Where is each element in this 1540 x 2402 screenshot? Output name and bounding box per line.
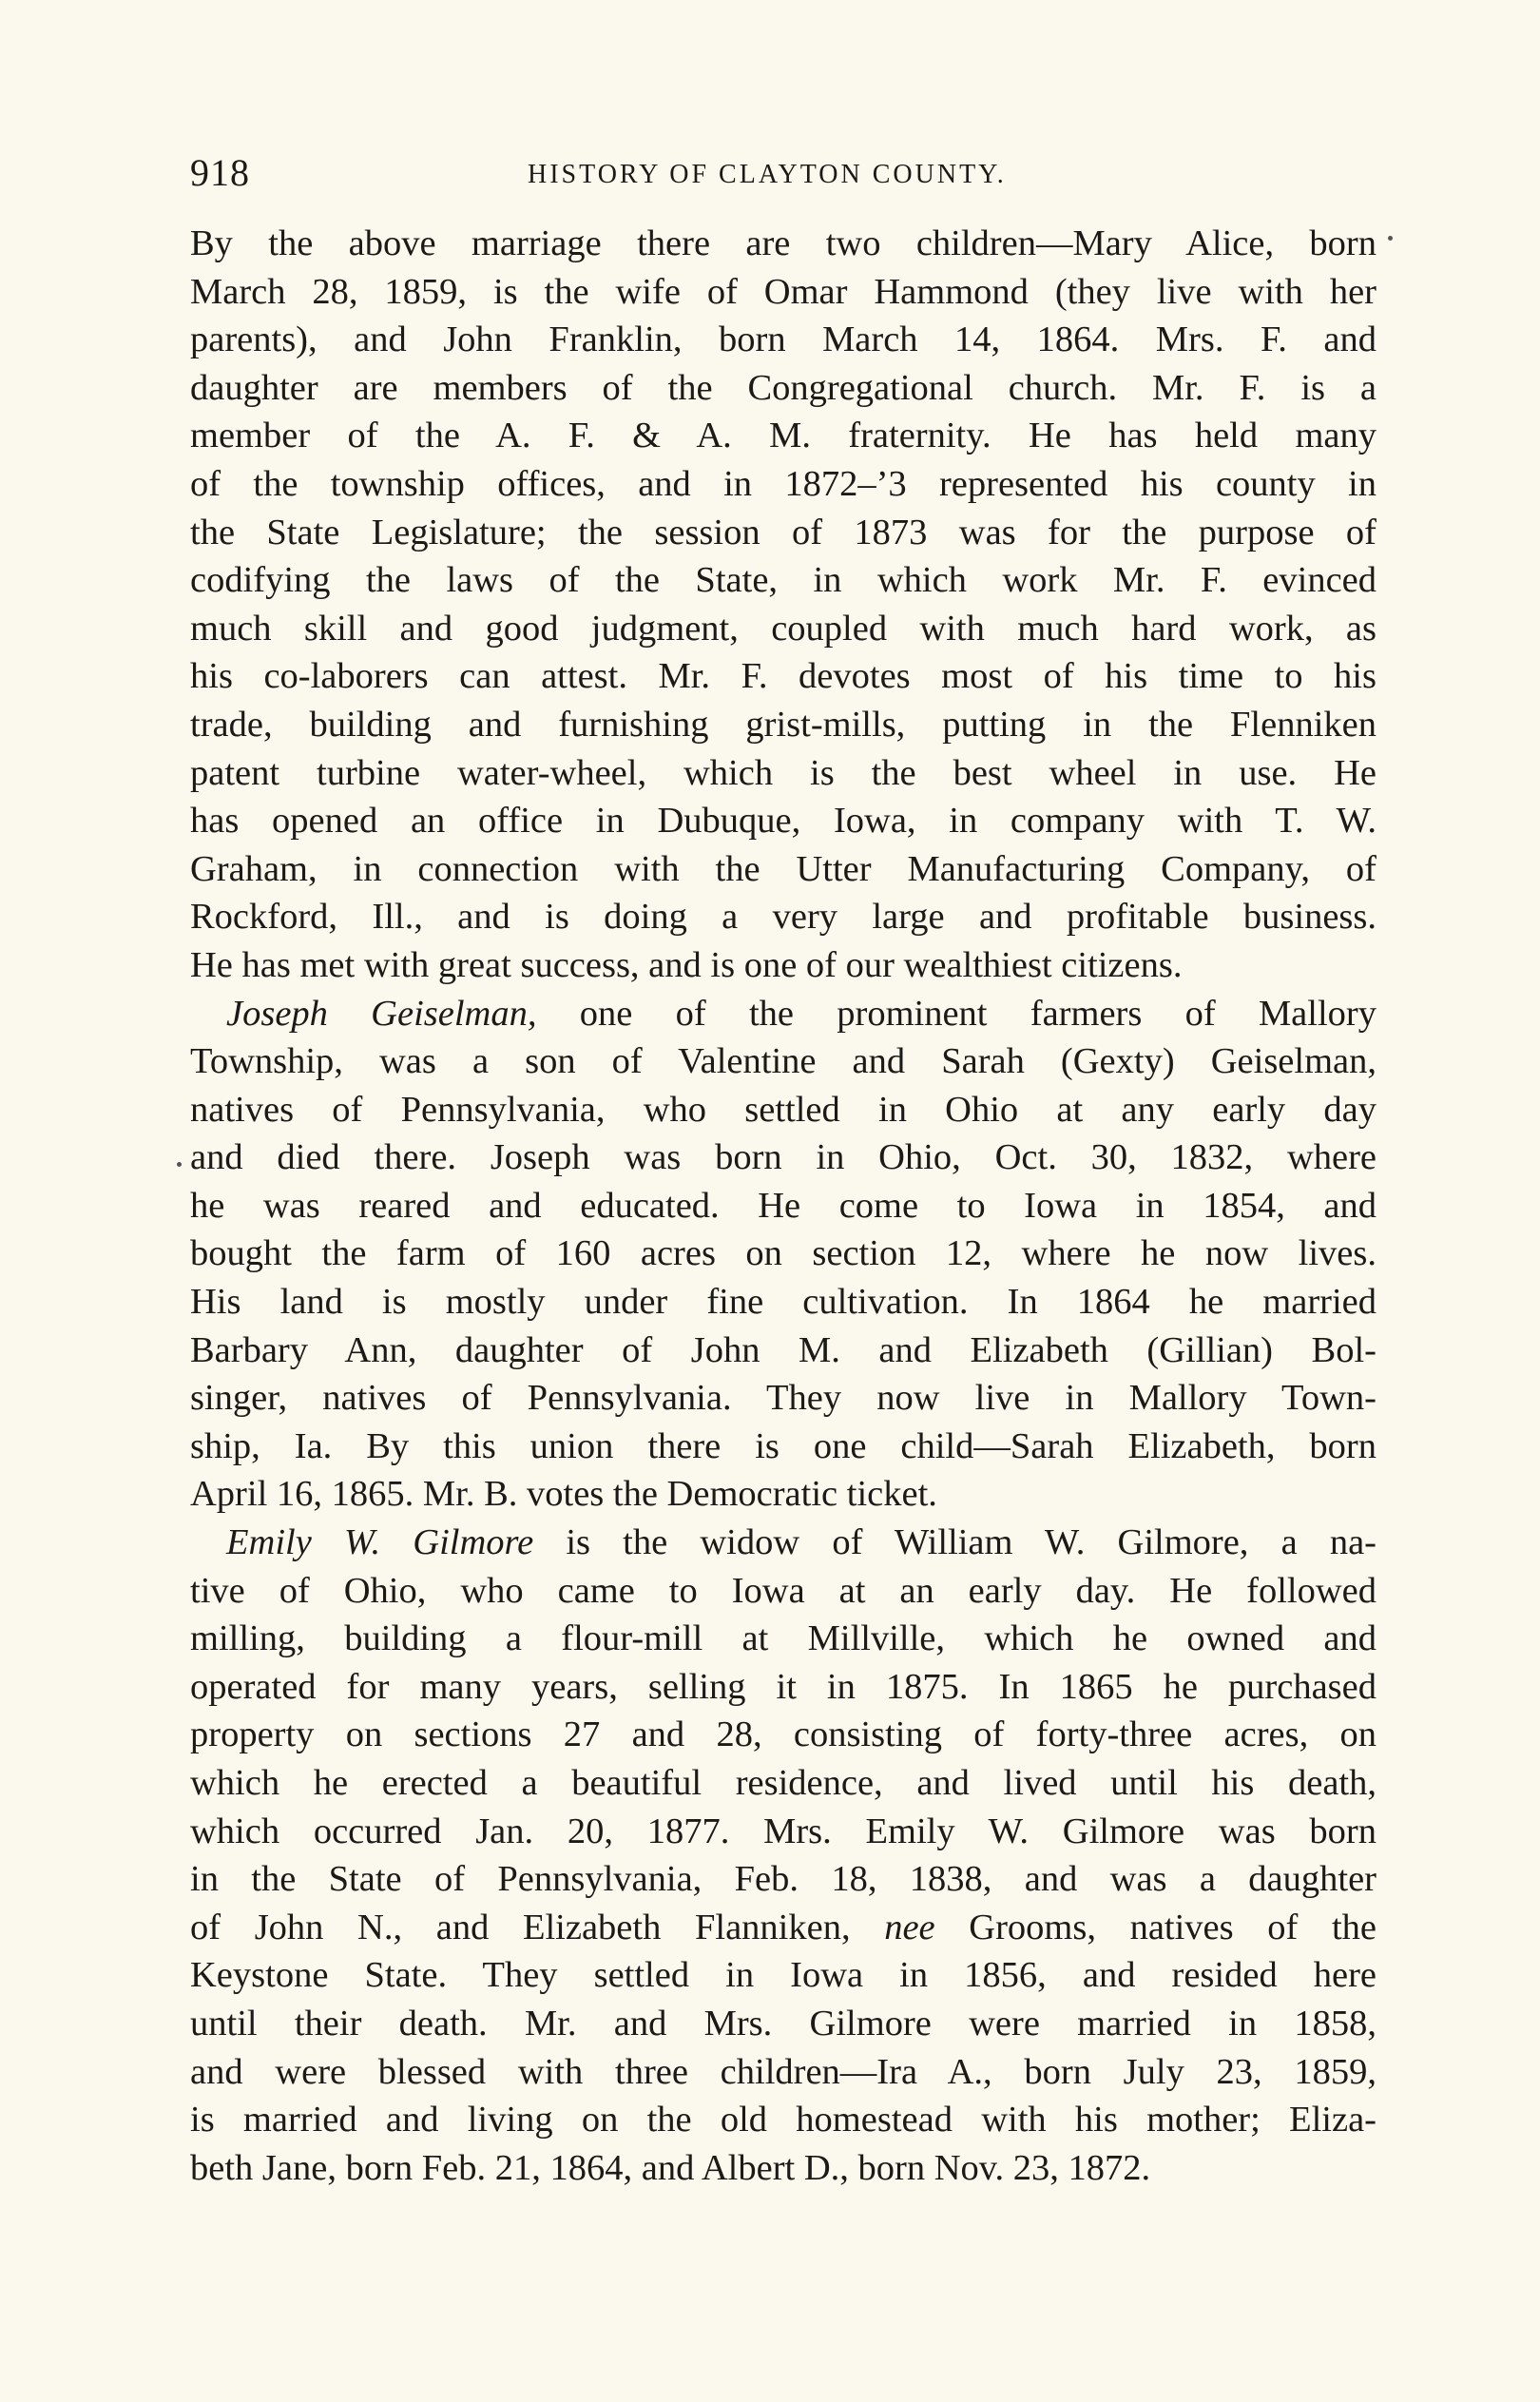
- text-line: the State Legislature; the session of 1873 was for the purpose of: [190, 512, 1376, 552]
- text-run: is the widow of William W. Gilmore, a na-: [533, 1522, 1376, 1563]
- text-line: of the township offices, and in 1872–’3 represented his county in: [190, 463, 1376, 504]
- text-line: bought the farm of 160 acres on section 12, where he now lives.: [190, 1233, 1376, 1274]
- print-speck: [177, 1162, 182, 1167]
- text-line: parents), and John Franklin, born March 14, 1864. Mrs. F. and: [190, 320, 1376, 360]
- text-line: He has met with great success, and is one of our wealthiest citizens.: [190, 944, 1183, 985]
- body-text: [190, 220, 1376, 2192]
- text-line: March 28, 1859, is the wife of Omar Hammond (they live with her: [190, 271, 1376, 312]
- text-line: and died there. Joseph was born in Ohio, Oct. 30, 1832, where: [190, 1137, 1376, 1178]
- text-line: April 16, 1865. Mr. B. votes the Democratic ticket.: [190, 1474, 937, 1515]
- text-line: milling, building a flour-mill at Millville, which he owned and: [190, 1618, 1376, 1659]
- page-number: 918: [190, 151, 250, 194]
- text-line: Barbary Ann, daughter of John M. and Elizabeth (Gillian) Bol-: [190, 1329, 1376, 1370]
- page-header: [190, 150, 1378, 198]
- text-line: Graham, in connection with the Utter Manufacturing Company, of: [190, 848, 1376, 889]
- text-line: trade, building and furnishing grist-mills, putting in the Flenniken: [190, 704, 1376, 745]
- running-head: HISTORY OF CLAYTON COUNTY.: [528, 160, 1007, 189]
- text-line: until their death. Mr. and Mrs. Gilmore were married in 1858,: [190, 2003, 1376, 2044]
- paragraph-first-line: [190, 990, 1376, 1038]
- nee-word: nee: [884, 1907, 935, 1947]
- text-line: member of the A. F. & A. M. fraternity. He has held many: [190, 416, 1376, 456]
- text-line: in the State of Pennsylvania, Feb. 18, 1838, and was a daughter: [190, 1859, 1376, 1900]
- text-line: tive of Ohio, who came to Iowa at an early day. He followed: [190, 1570, 1376, 1611]
- text-line: is married and living on the old homestead with his mother; Eliza-: [190, 2100, 1376, 2140]
- text-line: has opened an office in Dubuque, Iowa, in company with T. W.: [190, 801, 1376, 842]
- person-name: Emily W. Gilmore: [226, 1522, 534, 1563]
- text-line: which he erected a beautiful residence, and lived until his death,: [190, 1763, 1376, 1803]
- person-name: Joseph Geiselman,: [226, 993, 537, 1034]
- text-line: property on sections 27 and 28, consisting of forty-three acres, on: [190, 1714, 1376, 1755]
- text-line: daughter are members of the Congregational church. Mr. F. is a: [190, 367, 1376, 408]
- text-line: and were blessed with three children—Ira A., born July 23, 1859,: [190, 2051, 1376, 2092]
- text-line: By the above marriage there are two children—Mary Alice, born: [190, 223, 1376, 263]
- text-line: ship, Ia. By this union there is one child—Sarah Elizabeth, born: [190, 1425, 1376, 1466]
- text-line: he was reared and educated. He come to Iowa in 1854, and: [190, 1185, 1376, 1226]
- text-line: Township, was a son of Valentine and Sarah (Gexty) Geiselman,: [190, 1041, 1376, 1082]
- text-line: natives of Pennsylvania, who settled in Ohio at any early day: [190, 1089, 1376, 1130]
- text-run: Grooms, natives of the: [934, 1907, 1376, 1947]
- text-line: codifying the laws of the State, in which work Mr. F. evinced: [190, 560, 1376, 601]
- text-line: beth Jane, born Feb. 21, 1864, and Albert D., born Nov. 23, 1872.: [190, 2147, 1151, 2188]
- text-line: his co-laborers can attest. Mr. F. devotes most of his time to his: [190, 656, 1376, 697]
- text-run: of John N., and Elizabeth Flanniken,: [190, 1907, 885, 1947]
- text-line: which occurred Jan. 20, 1877. Mrs. Emily W. Gilmore was born: [190, 1811, 1376, 1851]
- text-line: operated for many years, selling it in 1875. In 1865 he purchased: [190, 1666, 1376, 1707]
- text-line: Rockford, Ill., and is doing a very large and profitable business.: [190, 897, 1376, 938]
- text-line: His land is mostly under fine cultivation. In 1864 he married: [190, 1282, 1376, 1323]
- text-run: one of the prominent farmers of Mallory: [536, 993, 1376, 1034]
- print-speck: [1388, 236, 1393, 241]
- paragraph-first-line: [190, 1519, 1376, 1567]
- text-line: Keystone State. They settled in Iowa in 1856, and resided here: [190, 1955, 1376, 1996]
- text-line: [190, 1904, 1376, 1952]
- text-line: much skill and good judgment, coupled with much hard work, as: [190, 608, 1376, 649]
- text-line: patent turbine water-wheel, which is the best wheel in use. He: [190, 752, 1376, 793]
- text-line: singer, natives of Pennsylvania. They now live in Mallory Town-: [190, 1378, 1376, 1419]
